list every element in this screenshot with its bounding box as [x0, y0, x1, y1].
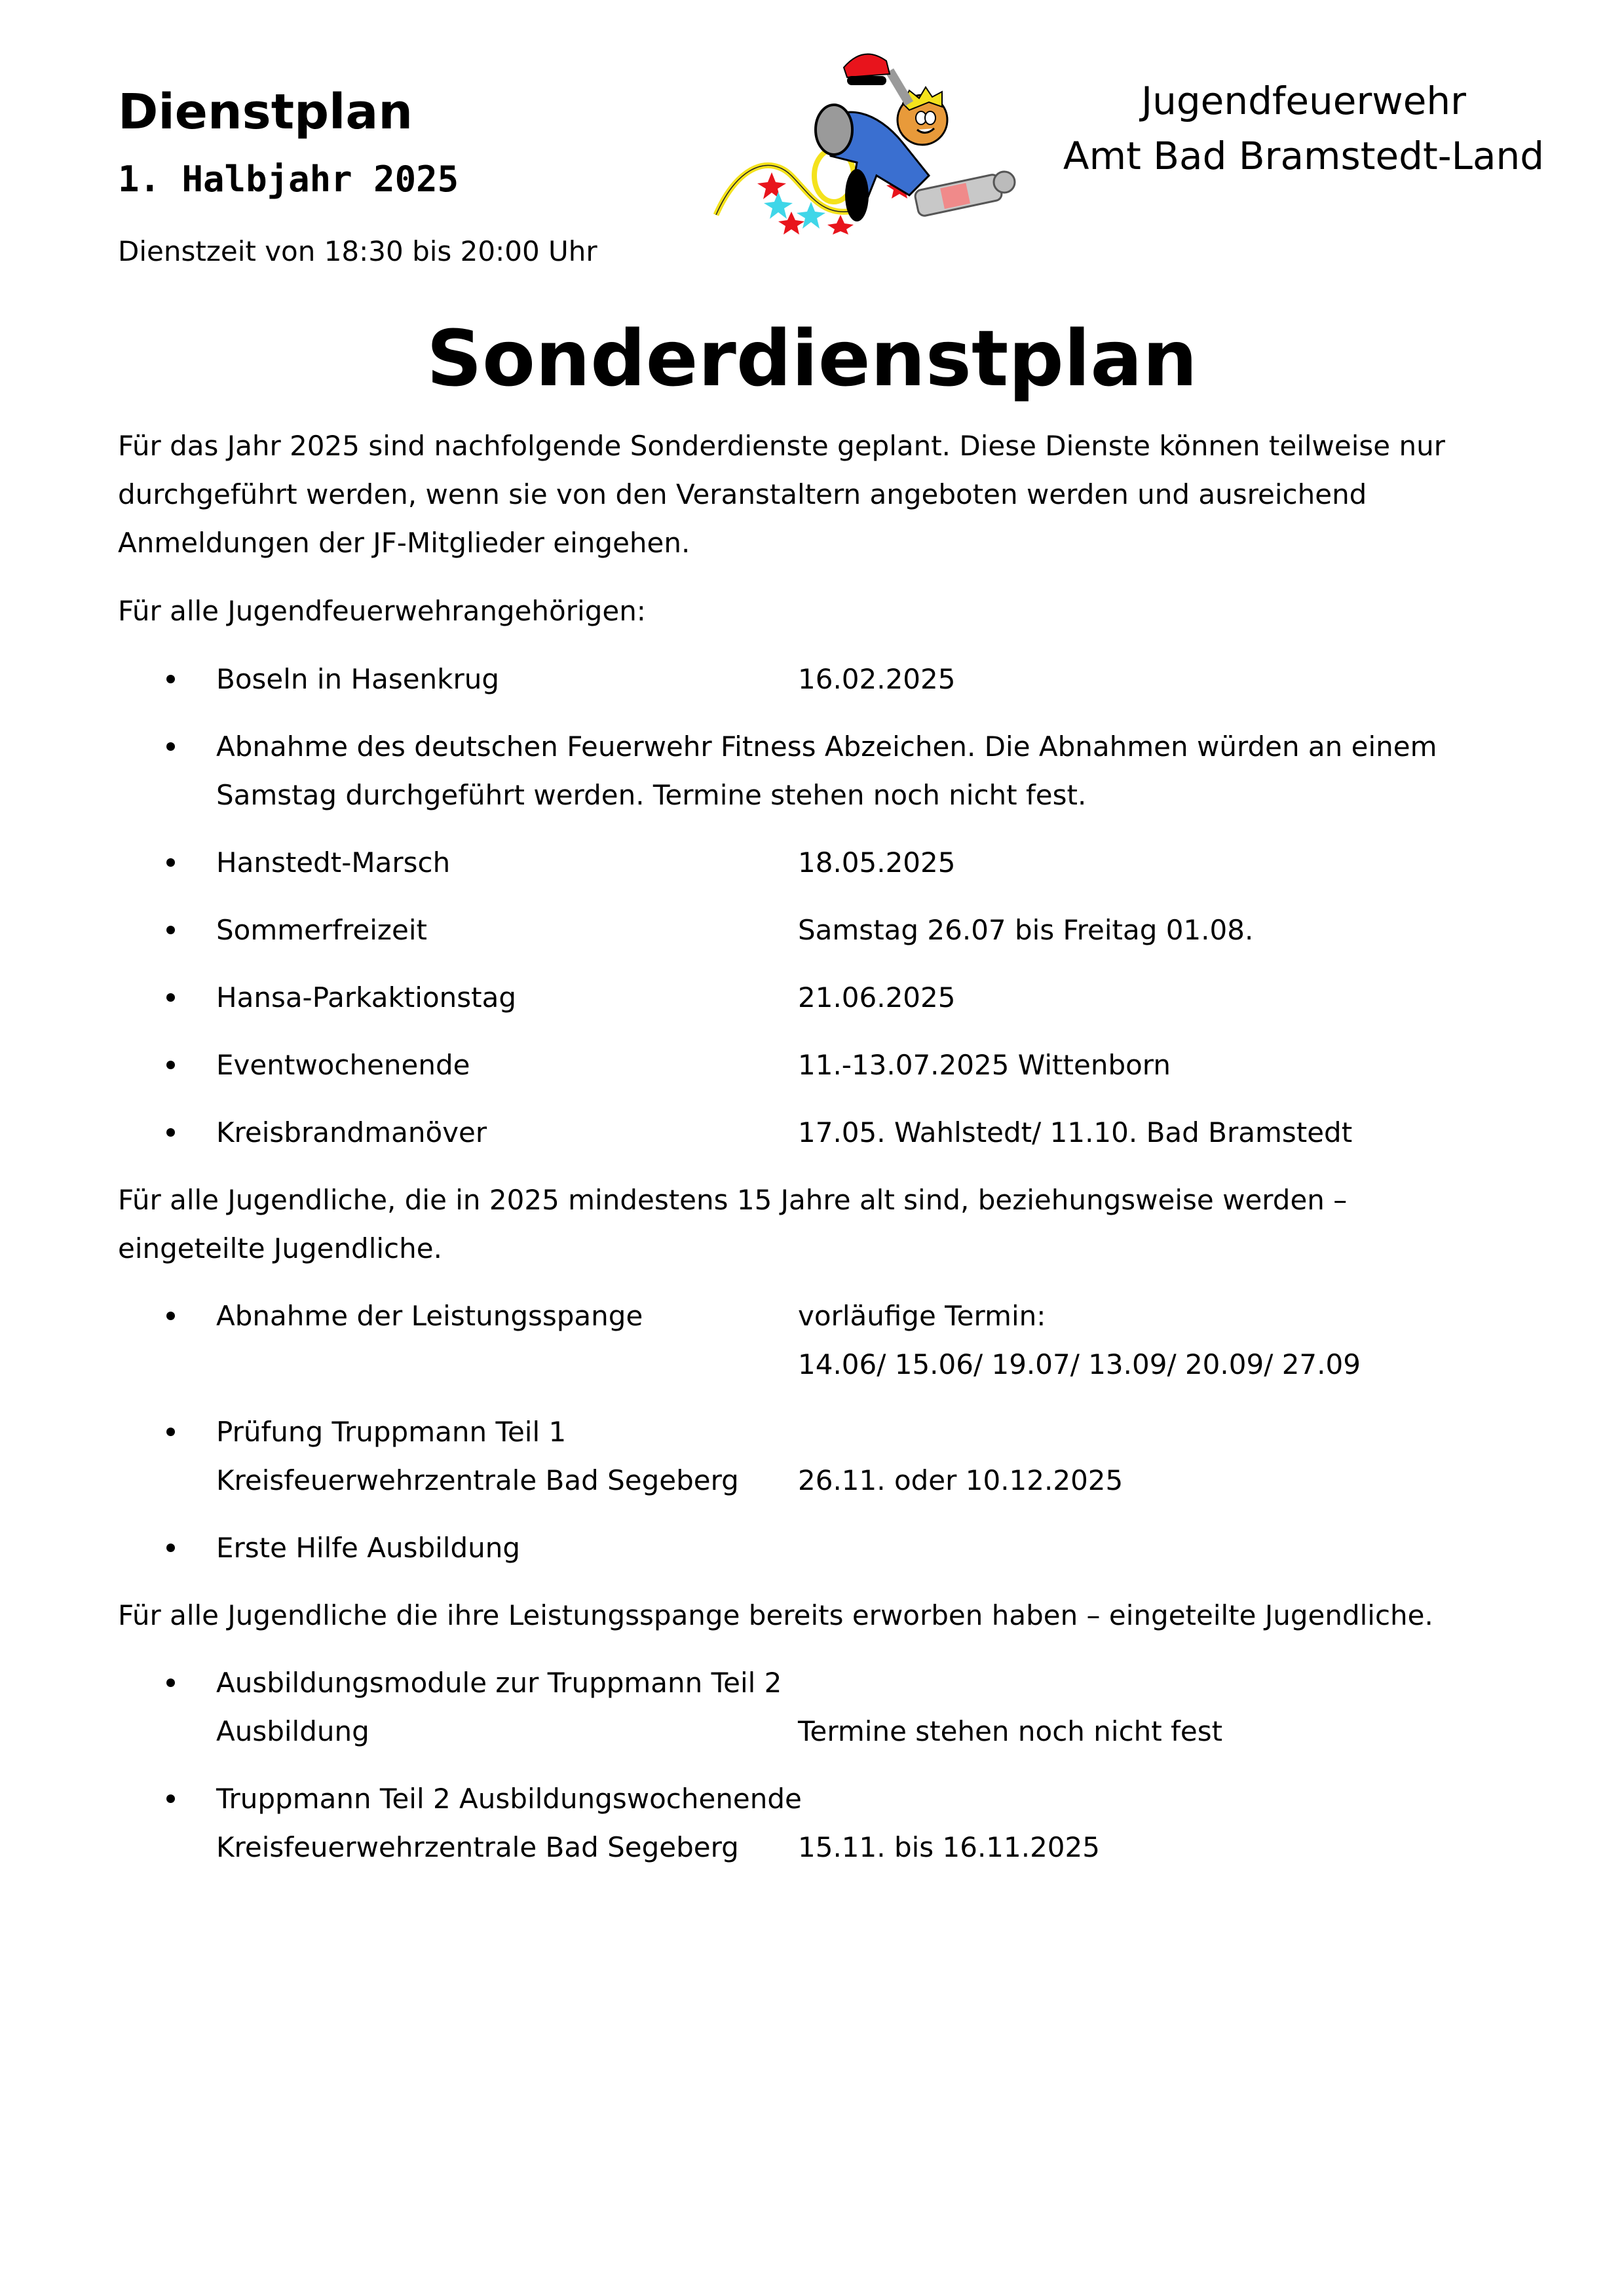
organization-name-line2: Amt Bad Bramstedt-Land — [1063, 134, 1545, 178]
service-time: Dienstzeit von 18:30 bis 20:00 Uhr — [118, 235, 597, 267]
bullet-icon — [164, 1408, 177, 1456]
bullet-icon — [164, 1292, 177, 1340]
item-name: Abnahme der Leistungsspange — [216, 1300, 643, 1332]
firefighter-mascot-icon — [713, 45, 1021, 235]
bullet-icon — [164, 974, 177, 1022]
item-name: Boseln in Hasenkrug — [216, 663, 500, 695]
page-subtitle: 1. Halbjahr 2025 — [118, 159, 459, 200]
item-date: 16.02.2025 — [798, 663, 956, 695]
item-location: Kreisfeuerwehrzentrale Bad Segeberg — [216, 1831, 739, 1863]
item-name-continued: Ausbildung — [216, 1715, 369, 1747]
item-name: Abnahme des deutschen Feuerwehr Fitness Abzeichen. Die Abnahmen würden an einem — [216, 730, 1437, 763]
item-date: Samstag 26.07 bis Freitag 01.08. — [798, 914, 1254, 946]
bullet-icon — [164, 1524, 177, 1572]
intro-line: durchgeführt werden, wenn sie von den Veranstaltern angeboten werden und ausreichend — [118, 478, 1367, 510]
item-name-continued: Samstag durchgeführt werden. Termine stehen noch nicht fest. — [216, 779, 1087, 811]
bullet-icon — [164, 1041, 177, 1090]
item-name: Sommerfreizeit — [216, 914, 427, 946]
item-date: 11.-13.07.2025 Wittenborn — [798, 1049, 1171, 1081]
item-name: Erste Hilfe Ausbildung — [216, 1532, 521, 1564]
item-date: Termine stehen noch nicht fest — [798, 1715, 1223, 1747]
bullet-icon — [164, 906, 177, 955]
bullet-icon — [164, 839, 177, 887]
bullet-icon — [164, 1109, 177, 1157]
item-name: Hansa-Parkaktionstag — [216, 981, 517, 1014]
organization-name — [1022, 73, 1585, 183]
item-name: Kreisbrandmanöver — [216, 1116, 487, 1148]
item-date: 26.11. oder 10.12.2025 — [798, 1464, 1124, 1496]
item-name: Ausbildungsmodule zur Truppmann Teil 2 — [216, 1667, 782, 1699]
item-date: 15.11. bis 16.11.2025 — [798, 1831, 1100, 1863]
intro-line: Für das Jahr 2025 sind nachfolgende Sonderdienste geplant. Diese Dienste können teilweise nur — [118, 430, 1445, 462]
item-date: 21.06.2025 — [798, 981, 956, 1014]
intro-paragraph — [118, 422, 1520, 567]
item-date: 18.05.2025 — [798, 846, 956, 879]
bullet-icon — [164, 1659, 177, 1707]
section2-label-line: Für alle Jugendliche, die in 2025 mindestens 15 Jahre alt sind, beziehungsweise werden – — [118, 1184, 1348, 1216]
item-name: Hanstedt-Marsch — [216, 846, 451, 879]
section3-label: Für alle Jugendliche die ihre Leistungsspange bereits erworben haben – eingeteilte Jugendliche. — [118, 1599, 1433, 1631]
item-date-continued: 14.06/ 15.06/ 19.07/ 13.09/ 20.09/ 27.09 — [798, 1348, 1361, 1380]
organization-name-line1: Jugendfeuerwehr — [1141, 79, 1467, 123]
section1-label: Für alle Jugendfeuerwehrangehörigen: — [118, 595, 646, 627]
section2-label — [118, 1176, 1520, 1273]
intro-line: Anmeldungen der JF-Mitglieder eingehen. — [118, 527, 690, 559]
bullet-icon — [164, 1775, 177, 1823]
item-name: Truppmann Teil 2 Ausbildungswochenende — [216, 1783, 802, 1815]
item-location: Kreisfeuerwehrzentrale Bad Segeberg — [216, 1464, 739, 1496]
section2-label-line: eingeteilte Jugendliche. — [118, 1232, 442, 1264]
bullet-icon — [164, 655, 177, 704]
item-date: vorläufige Termin: — [798, 1300, 1046, 1332]
bullet-icon — [164, 723, 177, 771]
document-heading: Sonderdienstplan — [426, 313, 1198, 404]
item-name: Eventwochenende — [216, 1049, 470, 1081]
item-date: 17.05. Wahlstedt/ 11.10. Bad Bramstedt — [798, 1116, 1353, 1148]
page-title: Dienstplan — [118, 84, 413, 140]
item-name: Prüfung Truppmann Teil 1 — [216, 1416, 567, 1448]
